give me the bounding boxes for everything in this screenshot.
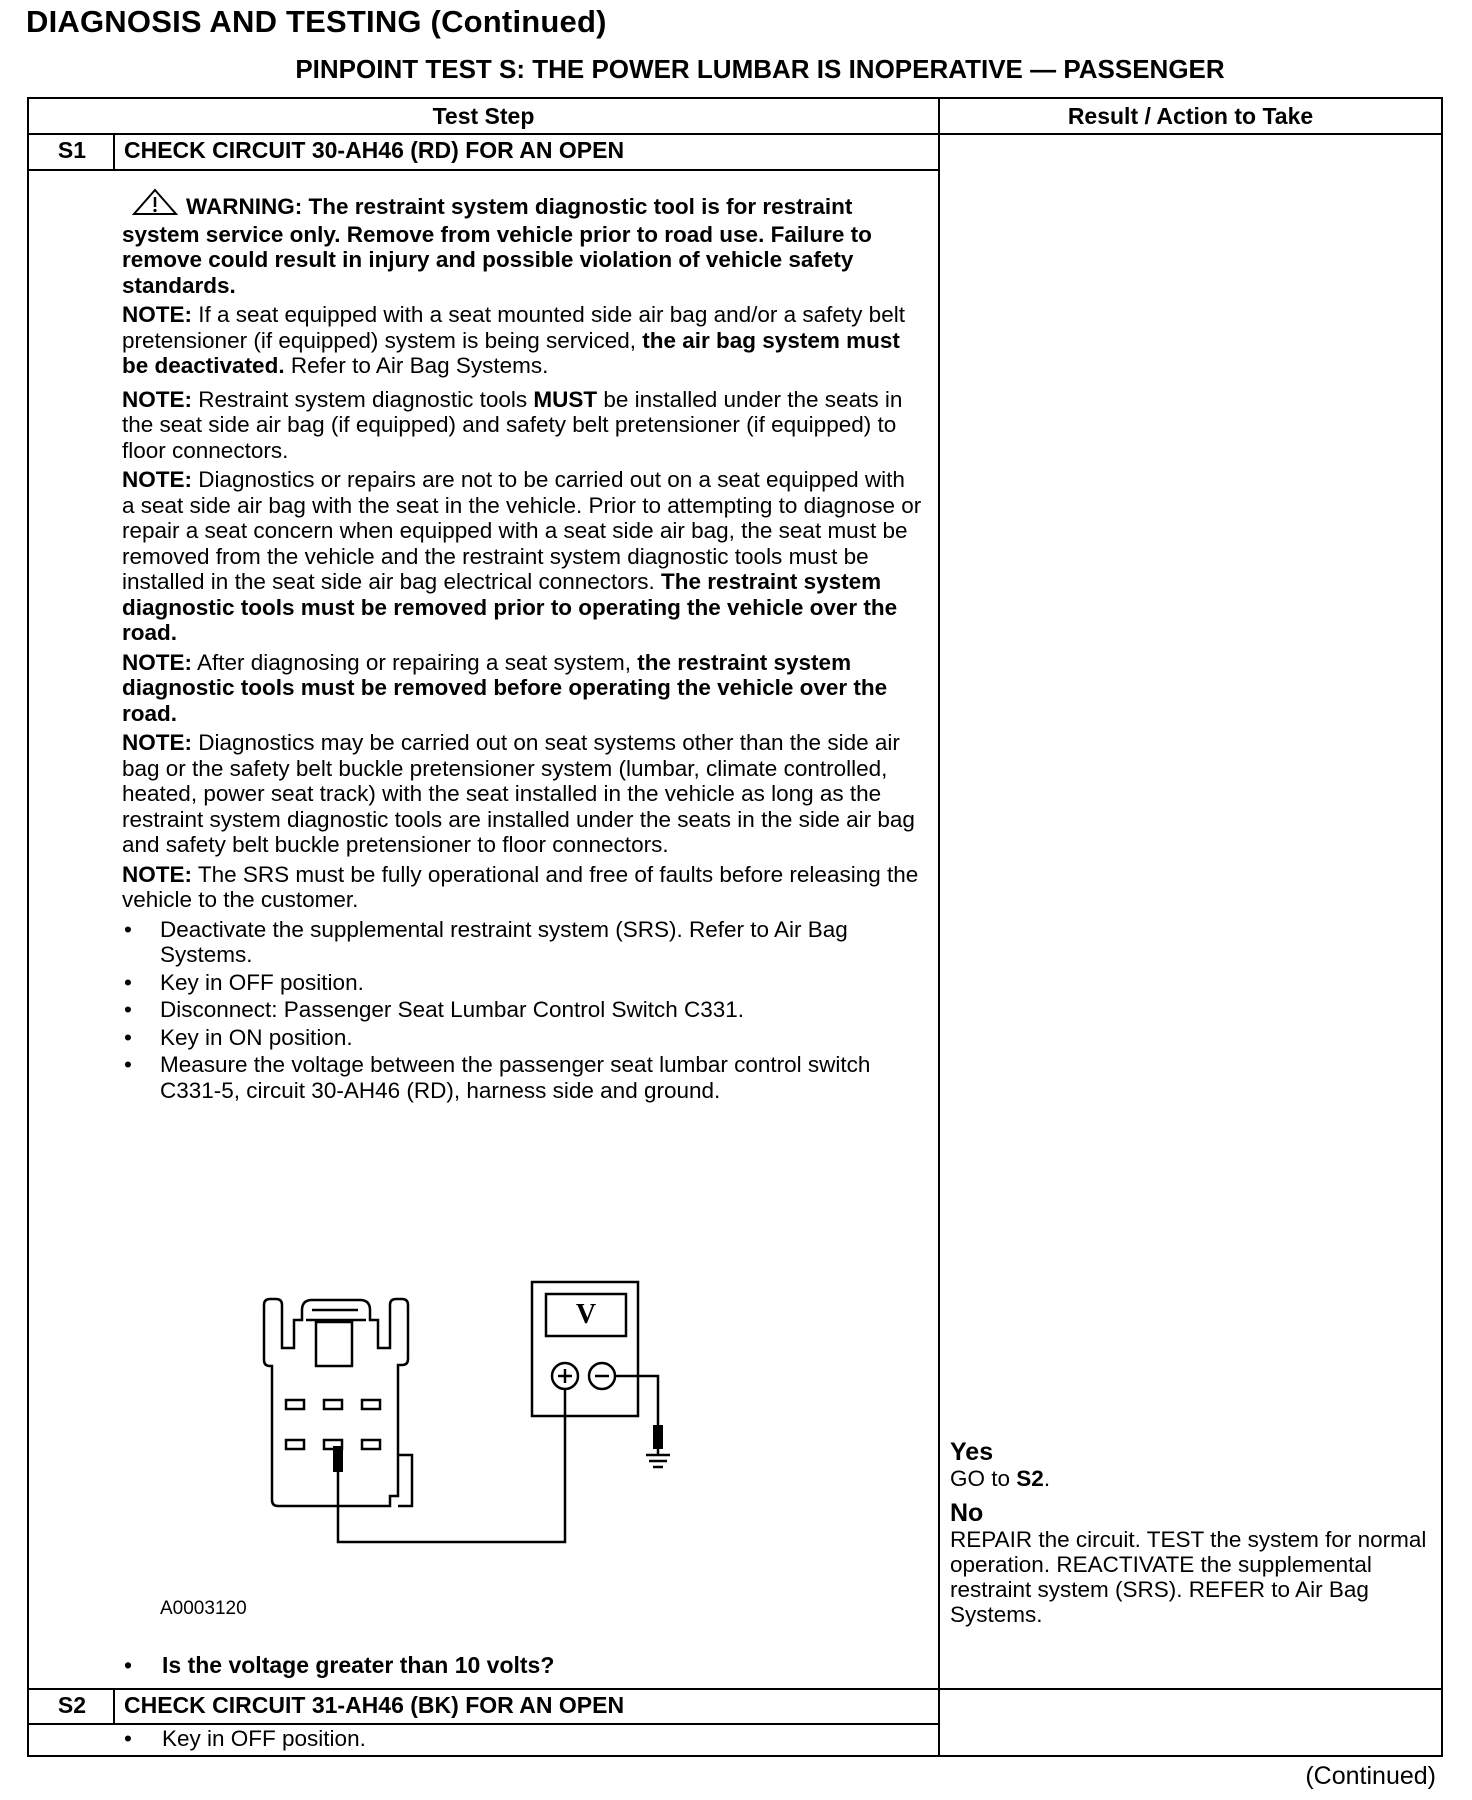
continued-label: (Continued) bbox=[1305, 1762, 1436, 1790]
step-item: • Key in ON position. bbox=[124, 1024, 353, 1050]
note-3: NOTE: Diagnostics or repairs are not to be carried out on a seat equipped with a seat side air bag with the seat in the vehicle. Prior to attempting to diagnose or repair a seat concern when equipped with a seat side air bag, the seat must be removed from the vehicle and the restraint system diagnostic tools must be installed in the seat side air bag electrical connectors. The restraint system diagnostic tools must be removed prior to operating the vehicle over the road. bbox=[122, 467, 922, 645]
warning-text: WARNING: The restraint system diagnostic tool is for restraint system service only. Remove from vehicle prior to road use. Failure to remove could result in injury and possible violation of vehicle safety standards. bbox=[122, 194, 872, 298]
header-rule bbox=[27, 133, 1443, 135]
s1-content bbox=[122, 188, 922, 1105]
s1-result bbox=[950, 1438, 1430, 1627]
s1-step-title: CHECK CIRCUIT 30-AH46 (RD) FOR AN OPEN bbox=[124, 137, 625, 163]
column-divider bbox=[938, 97, 940, 1757]
header-result-action: Result / Action to Take bbox=[1067, 103, 1314, 129]
note-1: NOTE: If a seat equipped with a seat mounted side air bag and/or a safety belt pretensioner (if equipped) system is being serviced, the air bag system must be deactivated. Refer to Air Bag Systems. bbox=[122, 302, 905, 378]
s1-title-rule bbox=[27, 169, 939, 171]
warning-triangle-icon bbox=[132, 188, 178, 222]
s2-step-item: • Key in OFF position. bbox=[124, 1726, 366, 1751]
note-4: NOTE: After diagnosing or repairing a seat system, the restraint system diagnostic tools must be removed before operating the vehicle over the road. bbox=[122, 649, 888, 726]
meter-label: V bbox=[575, 1299, 597, 1330]
page-title: DIAGNOSIS AND TESTING (Continued) bbox=[26, 4, 607, 39]
note-2: NOTE: Restraint system diagnostic tools MUST be installed under the seats in the seat side air bag (if equipped) and safety belt pretensioner (if equipped) to floor connectors. bbox=[122, 386, 903, 463]
negative-test-lead bbox=[615, 1376, 658, 1425]
s2-title-rule bbox=[27, 1723, 939, 1725]
s2-top-rule bbox=[27, 1688, 1443, 1690]
step-item: • Deactivate the supplemental restraint system (SRS). Refer to Air Bag Systems. bbox=[124, 916, 848, 967]
step-item: • Measure the voltage between the passenger seat lumbar control switch C331-5, circuit 30-AH46 (RD), harness side and ground. bbox=[124, 1052, 871, 1103]
connector-latch bbox=[316, 1322, 352, 1366]
yes-action: GO to S2. bbox=[950, 1466, 1051, 1491]
pinpoint-test-title: PINPOINT TEST S: THE POWER LUMBAR IS INOPERATIVE — PASSENGER bbox=[295, 54, 1225, 84]
s2-step-title: CHECK CIRCUIT 31-AH46 (BK) FOR AN OPEN bbox=[124, 1692, 625, 1718]
note-5: NOTE: Diagnostics may be carried out on seat systems other than the side air bag or the safety belt buckle pretensioner system (lumbar, climate controlled, heated, power seat track) with the seat installed in the vehicle as long as the restraint system diagnostic tools are installed under the seats in the side air bag and safety belt buckle pretensioner to floor connectors. bbox=[122, 730, 915, 857]
no-action: REPAIR the circuit. TEST the system for normal operation. REACTIVATE the supplemental restraint system (SRS). REFER to Air Bag Systems. bbox=[950, 1527, 1427, 1627]
yes-label: Yes bbox=[950, 1438, 994, 1466]
s1-step-id: S1 bbox=[57, 137, 87, 163]
s2-step-id: S2 bbox=[57, 1692, 87, 1718]
connector-side-loop bbox=[398, 1455, 412, 1506]
header-test-step: Test Step bbox=[432, 103, 535, 129]
figure-id: A0003120 bbox=[160, 1598, 247, 1619]
note-6: NOTE: The SRS must be fully operational and free of faults before releasing the vehicle to the customer. bbox=[122, 861, 919, 912]
s1-question: • Is the voltage greater than 10 volts? bbox=[124, 1652, 555, 1678]
warning-block bbox=[122, 188, 922, 298]
no-label: No bbox=[950, 1499, 984, 1527]
goto-s2-link[interactable]: S2 bbox=[1016, 1466, 1044, 1491]
voltage-measurement-figure bbox=[240, 1270, 680, 1595]
step-item: • Key in OFF position. bbox=[124, 969, 364, 995]
step-item: • Disconnect: Passenger Seat Lumbar Control Switch C331. bbox=[124, 997, 745, 1022]
